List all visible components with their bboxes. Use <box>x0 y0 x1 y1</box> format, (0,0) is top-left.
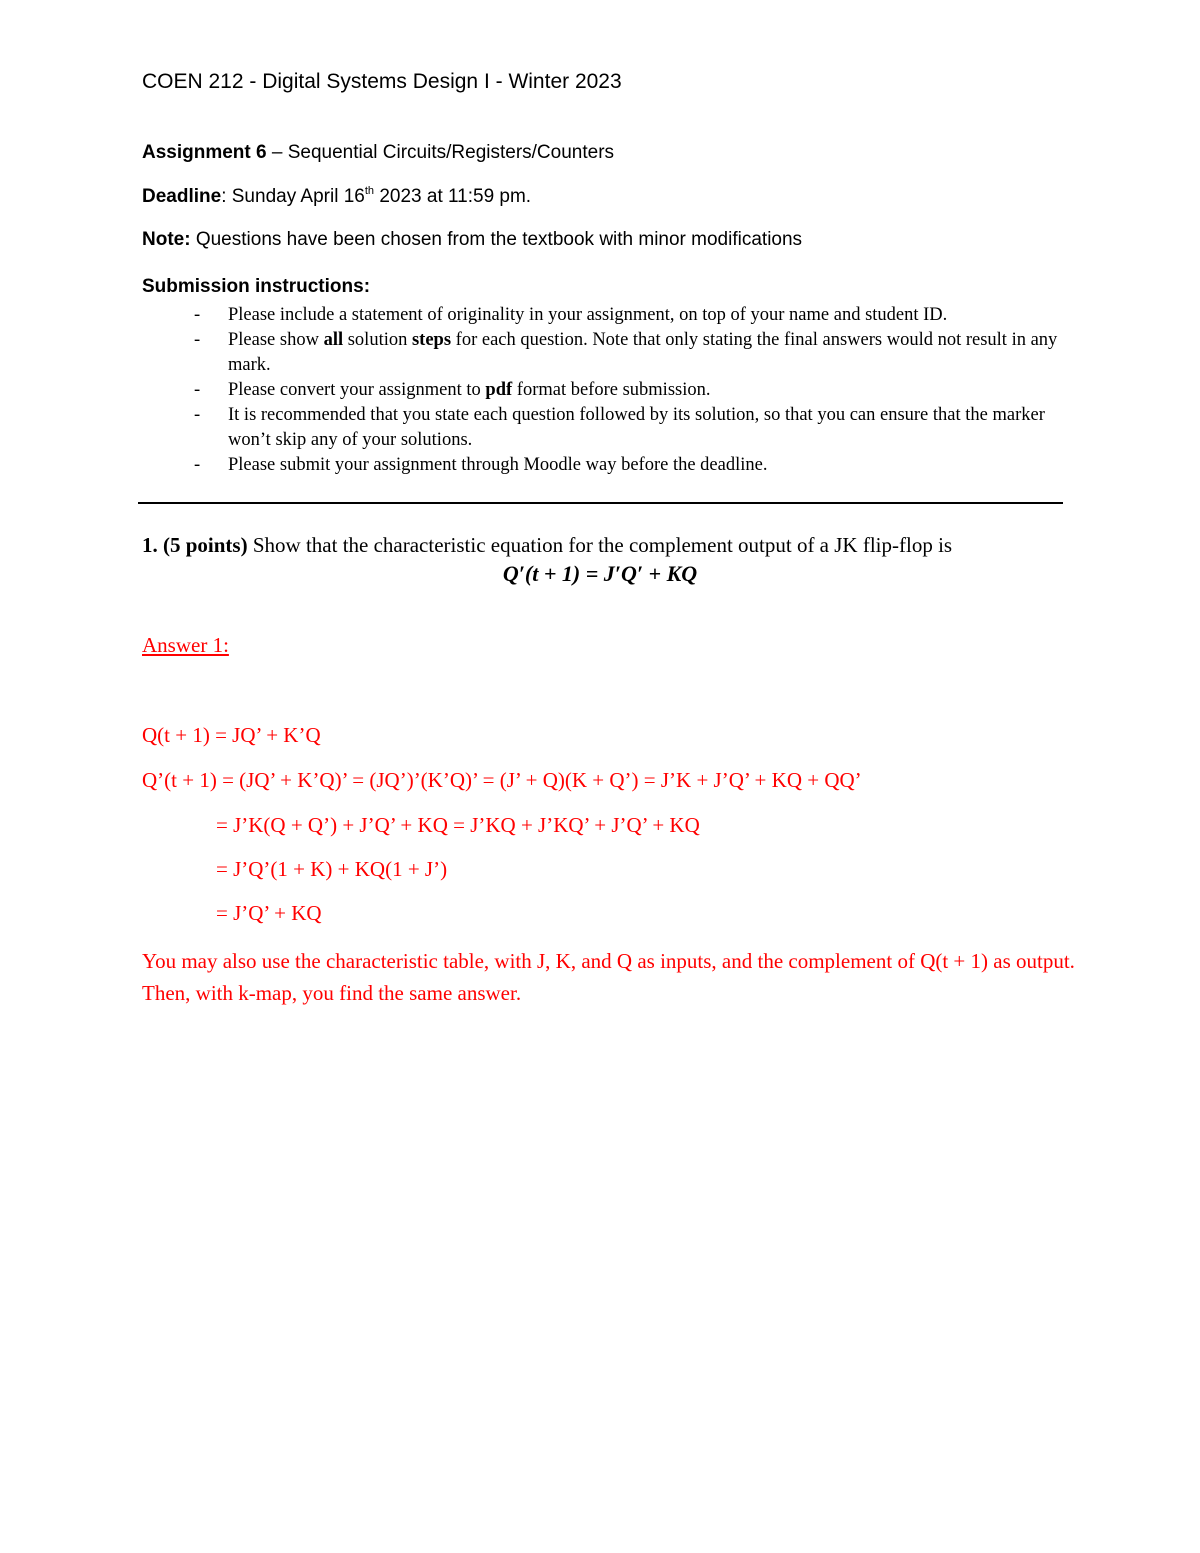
question-points: (5 points) <box>163 533 248 557</box>
instruction-item-3: - Please convert your assignment to pdf format before submission. <box>142 378 1092 403</box>
answer-step-2: Q’(t + 1) = (JQ’ + K’Q)’ = (JQ’)’(K’Q)’ = (J’ + Q)(K + Q’) = J’K + J’Q’ + KQ + QQ’ <box>142 768 862 792</box>
answer-step-3: = J’K(Q + Q’) + J’Q’ + KQ = J’KQ + J’KQ’ + J’Q’ + KQ <box>216 813 700 837</box>
instructions-list <box>142 303 1092 478</box>
note-label: Note: <box>142 229 191 250</box>
assignment-line <box>142 142 614 164</box>
list-dash: - <box>194 380 201 400</box>
assignment-text: – Sequential Circuits/Registers/Counters <box>266 142 615 163</box>
question-1 <box>142 533 952 558</box>
question-text: Show that the characteristic equation for the complement output of a JK flip-flop is <box>247 533 953 557</box>
list-dash: - <box>194 455 201 475</box>
list-dash: - <box>194 305 201 325</box>
course-title: COEN 212 - Digital Systems Design I - Winter 2023 <box>142 70 622 93</box>
note-text: Questions have been chosen from the textbook with minor modifications <box>190 229 803 250</box>
instructions-heading: Submission instructions: <box>142 276 371 297</box>
deadline-text-b: 2023 at 11:59 pm. <box>374 186 532 207</box>
question-number: 1. <box>142 533 158 557</box>
note-line <box>142 229 802 251</box>
emphasis-steps: steps <box>411 330 452 350</box>
answer-note: You may also use the characteristic table, with J, K, and Q as inputs, and the complement of Q(t + 1) as output. Then, with k-map, you find the same answer. <box>142 949 1075 1005</box>
answer-step-1: Q(t + 1) = JQ’ + K’Q <box>142 723 321 747</box>
section-divider <box>138 502 1063 504</box>
emphasis-all: all <box>323 330 344 350</box>
answer-step-4: = J’Q’(1 + K) + KQ(1 + J’) <box>216 857 448 881</box>
instruction-item-4: - It is recommended that you state each question followed by its solution, so that you can ensure that the marker won’t skip any of your solutions. <box>194 405 1045 450</box>
list-dash: - <box>194 405 201 425</box>
list-dash: - <box>194 330 201 350</box>
deadline-line <box>142 186 531 208</box>
answer-step-5: = J’Q’ + KQ <box>216 901 322 925</box>
emphasis-pdf: pdf <box>485 380 513 400</box>
assignment-label: Assignment 6 <box>142 142 267 163</box>
deadline-label: Deadline <box>142 186 222 207</box>
instruction-item-2: - Please show all solution steps for each question. Note that only stating the final answers would not result in any mark. <box>194 330 1058 375</box>
question-equation: Q′(t + 1) = J′Q′ + KQ <box>502 561 698 586</box>
deadline-sup: th <box>364 185 375 197</box>
deadline-text-a: : Sunday April 16 <box>221 186 365 207</box>
instruction-item-1: - Please include a statement of originality in your assignment, on top of your name and student ID. <box>142 303 1092 328</box>
instruction-item-5: - Please submit your assignment through Moodle way before the deadline. <box>142 453 1092 478</box>
answer-label: Answer 1: <box>142 633 229 657</box>
